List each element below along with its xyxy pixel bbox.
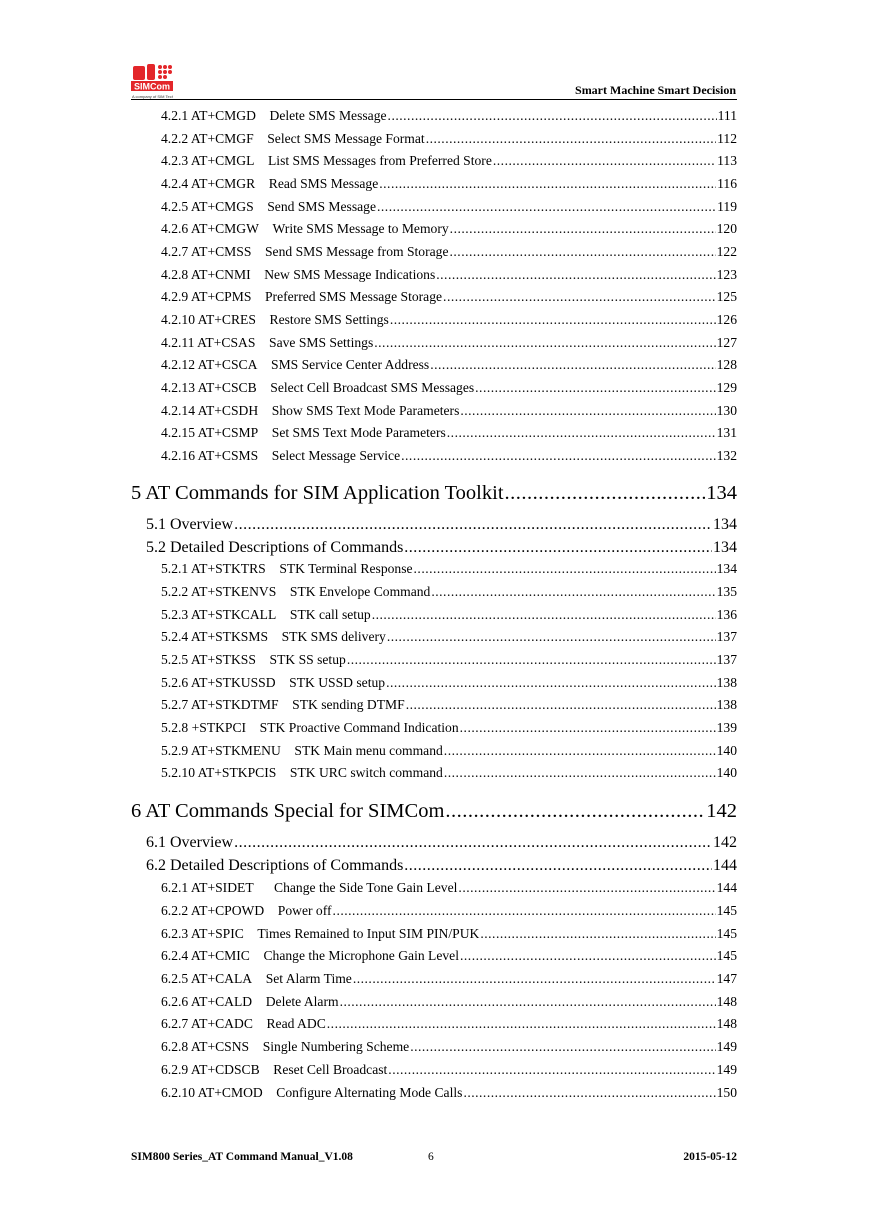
toc-entry[interactable] [161, 267, 737, 285]
toc-entry[interactable] [146, 539, 737, 559]
toc-entry-page: 142 [706, 800, 737, 822]
toc-dot-leader [353, 971, 716, 987]
toc-entry[interactable] [161, 357, 737, 375]
toc-entry-title: 5.2.4 AT+STKSMS STK SMS delivery [161, 629, 386, 644]
toc-entry[interactable] [161, 425, 737, 443]
toc-entry-title: 5 AT Commands for SIM Application Toolkit [131, 482, 504, 504]
toc-entry[interactable] [131, 800, 737, 826]
toc-dot-leader [450, 221, 716, 237]
toc-entry-page: 134 [706, 482, 737, 504]
toc-dot-leader [458, 880, 715, 896]
toc-entry[interactable] [161, 765, 737, 783]
toc-entry-title: 5.2.1 AT+STKTRS STK Terminal Response [161, 561, 413, 576]
toc-entry[interactable] [161, 948, 737, 966]
toc-entry-title: 6.2.2 AT+CPOWD Power off [161, 903, 332, 918]
toc-dot-leader [379, 176, 716, 192]
header-divider [131, 99, 737, 100]
toc-entry-title: 4.2.1 AT+CMGD Delete SMS Message [161, 108, 387, 123]
toc-entry-title: 4.2.12 AT+CSCA SMS Service Center Address [161, 357, 430, 372]
toc-entry[interactable] [161, 720, 737, 738]
toc-entry-page: 127 [716, 335, 737, 350]
toc-entry-title: 6.2.6 AT+CALD Delete Alarm [161, 994, 339, 1009]
toc-entry-title: 4.2.15 AT+CSMP Set SMS Text Mode Parameters [161, 425, 446, 440]
toc-entry-title: 6.2.10 AT+CMOD Configure Alternating Mode Calls [161, 1085, 463, 1100]
toc-entry-page: 131 [716, 425, 737, 440]
toc-entry-title: 6.2.4 AT+CMIC Change the Microphone Gain Level [161, 948, 459, 963]
toc-dot-leader [505, 482, 706, 505]
toc-entry[interactable] [161, 994, 737, 1012]
toc-entry[interactable] [161, 697, 737, 715]
toc-entry-page: 111 [717, 108, 737, 123]
header-title: Smart Machine Smart Decision [575, 83, 736, 97]
toc-dot-leader [404, 539, 712, 557]
toc-entry[interactable] [161, 880, 737, 898]
toc-entry-page: 122 [716, 244, 737, 259]
toc-entry-page: 132 [716, 448, 737, 463]
toc-entry[interactable] [161, 244, 737, 262]
toc-entry-page: 120 [716, 221, 737, 236]
toc-entry[interactable] [161, 743, 737, 761]
toc-dot-leader [444, 765, 716, 781]
toc-entry-title: 5.2.8 +STKPCI STK Proactive Command Indication [161, 720, 459, 735]
toc-dot-leader [493, 153, 716, 169]
toc-entry-title: 4.2.13 AT+CSCB Select Cell Broadcast SMS Messages [161, 380, 475, 395]
toc-dot-leader [450, 244, 716, 260]
toc-entry[interactable] [131, 482, 737, 508]
toc-entry[interactable] [161, 903, 737, 921]
toc-dot-leader [377, 199, 716, 215]
toc-entry-page: 147 [716, 971, 737, 986]
toc-entry[interactable] [161, 926, 737, 944]
toc-entry-page: 144 [716, 880, 737, 895]
toc-entry[interactable] [161, 380, 737, 398]
toc-dot-leader [234, 834, 712, 852]
toc-entry-title: 6.2.3 AT+SPIC Times Remained to Input SIM PIN/PUK [161, 926, 480, 941]
toc-dot-leader [386, 675, 716, 691]
toc-entry-title: 5.2.9 AT+STKMENU STK Main menu command [161, 743, 443, 758]
toc-entry-title: 5.1 Overview [146, 516, 234, 533]
toc-entry-page: 116 [717, 176, 737, 191]
toc-entry-page: 130 [716, 403, 737, 418]
toc-entry[interactable] [161, 1062, 737, 1080]
toc-dot-leader [347, 652, 716, 668]
toc-entry-title: 5.2.3 AT+STKCALL STK call setup [161, 607, 371, 622]
toc-entry-page: 145 [716, 903, 737, 918]
toc-entry[interactable] [161, 448, 737, 466]
toc-dot-leader [333, 903, 716, 919]
simcom-logo-icon [131, 62, 173, 104]
toc-entry-page: 139 [716, 720, 737, 735]
toc-entry-page: 136 [716, 607, 737, 622]
toc-entry-title: 5.2.2 AT+STKENVS STK Envelope Command [161, 584, 431, 599]
toc-entry-title: 5.2.6 AT+STKUSSD STK USSD setup [161, 675, 386, 690]
toc-entry-title: 4.2.11 AT+CSAS Save SMS Settings [161, 335, 374, 350]
toc-dot-leader [406, 697, 716, 713]
toc-entry-title: 6.2.7 AT+CADC Read ADC [161, 1016, 326, 1031]
toc-entry[interactable] [161, 1039, 737, 1057]
toc-dot-leader [387, 629, 716, 645]
toc-dot-leader [327, 1016, 716, 1032]
toc-entry-page: 140 [716, 743, 737, 758]
toc-entry-page: 142 [713, 834, 737, 851]
toc-entry-title: 6 AT Commands Special for SIMCom [131, 800, 445, 822]
svg-text:A company of SIM Tech: A company of SIM Tech [132, 94, 173, 99]
svg-text:SIMCom: SIMCom [134, 81, 170, 92]
toc-entry-title: 4.2.6 AT+CMGW Write SMS Message to Memory [161, 221, 449, 236]
toc-entry[interactable] [146, 857, 737, 877]
toc-entry[interactable] [161, 607, 737, 625]
toc-entry-page: 148 [716, 994, 737, 1009]
toc-entry[interactable] [161, 584, 737, 602]
toc-dot-leader [460, 948, 716, 964]
toc-entry[interactable] [161, 199, 737, 217]
toc-entry-title: 4.2.10 AT+CRES Restore SMS Settings [161, 312, 389, 327]
toc-entry[interactable] [161, 312, 737, 330]
toc-entry-title: 4.2.2 AT+CMGF Select SMS Message Format [161, 131, 425, 146]
toc-entry-page: 145 [716, 926, 737, 941]
toc-entry-title: 4.2.8 AT+CNMI New SMS Message Indications [161, 267, 436, 282]
toc-entry-page: 137 [716, 652, 737, 667]
toc-dot-leader [388, 108, 717, 124]
toc-dot-leader [401, 448, 715, 464]
toc-entry[interactable] [146, 834, 737, 854]
toc-entry[interactable] [161, 971, 737, 989]
toc-entry-page: 134 [713, 539, 737, 556]
toc-dot-leader [388, 1062, 715, 1078]
toc-entry-title: 6.2.8 AT+CSNS Single Numbering Scheme [161, 1039, 410, 1054]
toc-dot-leader [414, 561, 716, 577]
footer-page-number: 6 [428, 1151, 434, 1163]
footer-date: 2015-05-12 [683, 1151, 737, 1163]
toc-entry[interactable] [161, 561, 737, 579]
toc-entry-page: 129 [716, 380, 737, 395]
toc-entry-page: 150 [716, 1085, 737, 1100]
toc-dot-leader [480, 926, 715, 942]
toc-entry-page: 126 [716, 312, 737, 327]
toc-dot-leader [436, 267, 715, 283]
toc-entry[interactable] [161, 403, 737, 421]
toc-dot-leader [475, 380, 715, 396]
toc-entry-title: 4.2.7 AT+CMSS Send SMS Message from Storage [161, 244, 449, 259]
toc-entry-page: 125 [716, 289, 737, 304]
toc-entry-page: 140 [716, 765, 737, 780]
toc-entry-page: 149 [716, 1039, 737, 1054]
toc-dot-leader [234, 516, 712, 534]
toc-dot-leader [404, 857, 712, 875]
toc-entry-page: 112 [717, 131, 737, 146]
toc-dot-leader [374, 335, 715, 351]
toc-entry[interactable] [161, 629, 737, 647]
toc-entry-page: 135 [716, 584, 737, 599]
toc-entry-page: 134 [716, 561, 737, 576]
toc-entry-title: 5.2.10 AT+STKPCIS STK URC switch command [161, 765, 443, 780]
toc-entry-page: 145 [716, 948, 737, 963]
toc-entry[interactable] [161, 675, 737, 693]
toc-entry-title: 6.2.5 AT+CALA Set Alarm Time [161, 971, 352, 986]
toc-dot-leader [340, 994, 716, 1010]
toc-dot-leader [431, 584, 715, 600]
toc-entry[interactable] [161, 131, 737, 149]
toc-dot-leader [444, 743, 716, 759]
toc-dot-leader [460, 720, 716, 736]
toc-entry-page: 149 [716, 1062, 737, 1077]
toc-dot-leader [430, 357, 715, 373]
toc-entry[interactable] [161, 153, 737, 171]
toc-entry[interactable] [161, 335, 737, 353]
toc-entry-page: 138 [716, 675, 737, 690]
toc-entry-page: 148 [716, 1016, 737, 1031]
toc-dot-leader [426, 131, 716, 147]
toc-entry[interactable] [161, 289, 737, 307]
toc-entry-page: 119 [717, 199, 737, 214]
toc-dot-leader [443, 289, 716, 305]
toc-entry-title: 6.2 Detailed Descriptions of Commands [146, 857, 404, 874]
toc-entry-title: 5.2.5 AT+STKSS STK SS setup [161, 652, 346, 667]
toc-entry-title: 4.2.16 AT+CSMS Select Message Service [161, 448, 401, 463]
toc-entry-page: 128 [716, 357, 737, 372]
toc-entry-title: 5.2.7 AT+STKDTMF STK sending DTMF [161, 697, 405, 712]
toc-entry-page: 144 [713, 857, 737, 874]
toc-dot-leader [447, 425, 716, 441]
toc-entry[interactable] [161, 1016, 737, 1034]
toc-entry[interactable] [161, 221, 737, 239]
toc-entry-title: 6.2.1 AT+SIDET Change the Side Tone Gain Level [161, 880, 458, 895]
toc-entry[interactable] [161, 1085, 737, 1103]
toc-entry-page: 137 [716, 629, 737, 644]
toc-entry-title: 4.2.5 AT+CMGS Send SMS Message [161, 199, 376, 214]
toc-entry-title: 4.2.4 AT+CMGR Read SMS Message [161, 176, 379, 191]
toc-entry-page: 123 [716, 267, 737, 282]
simcom-logo [131, 62, 173, 104]
toc-entry-title: 4.2.14 AT+CSDH Show SMS Text Mode Parameters [161, 403, 460, 418]
toc-entry-title: 6.2.9 AT+CDSCB Reset Cell Broadcast [161, 1062, 388, 1077]
toc-dot-leader [460, 403, 715, 419]
toc-entry[interactable] [161, 652, 737, 670]
toc-dot-leader [390, 312, 716, 328]
toc-entry-title: 5.2 Detailed Descriptions of Commands [146, 539, 404, 556]
toc-dot-leader [410, 1039, 715, 1055]
toc-entry-title: 6.1 Overview [146, 834, 234, 851]
toc-entry-page: 113 [717, 153, 737, 168]
toc-dot-leader [445, 800, 705, 823]
toc-entry-page: 138 [716, 697, 737, 712]
toc-dot-leader [463, 1085, 715, 1101]
toc-entry-page: 134 [713, 516, 737, 533]
footer-document-title: SIM800 Series_AT Command Manual_V1.08 [131, 1151, 353, 1163]
toc-dot-leader [372, 607, 716, 623]
toc-entry[interactable] [161, 176, 737, 194]
toc-entry-title: 4.2.9 AT+CPMS Preferred SMS Message Storage [161, 289, 443, 304]
toc-entry[interactable] [161, 108, 737, 126]
toc-entry-title: 4.2.3 AT+CMGL List SMS Messages from Preferred Store [161, 153, 492, 168]
toc-entry[interactable] [146, 516, 737, 536]
